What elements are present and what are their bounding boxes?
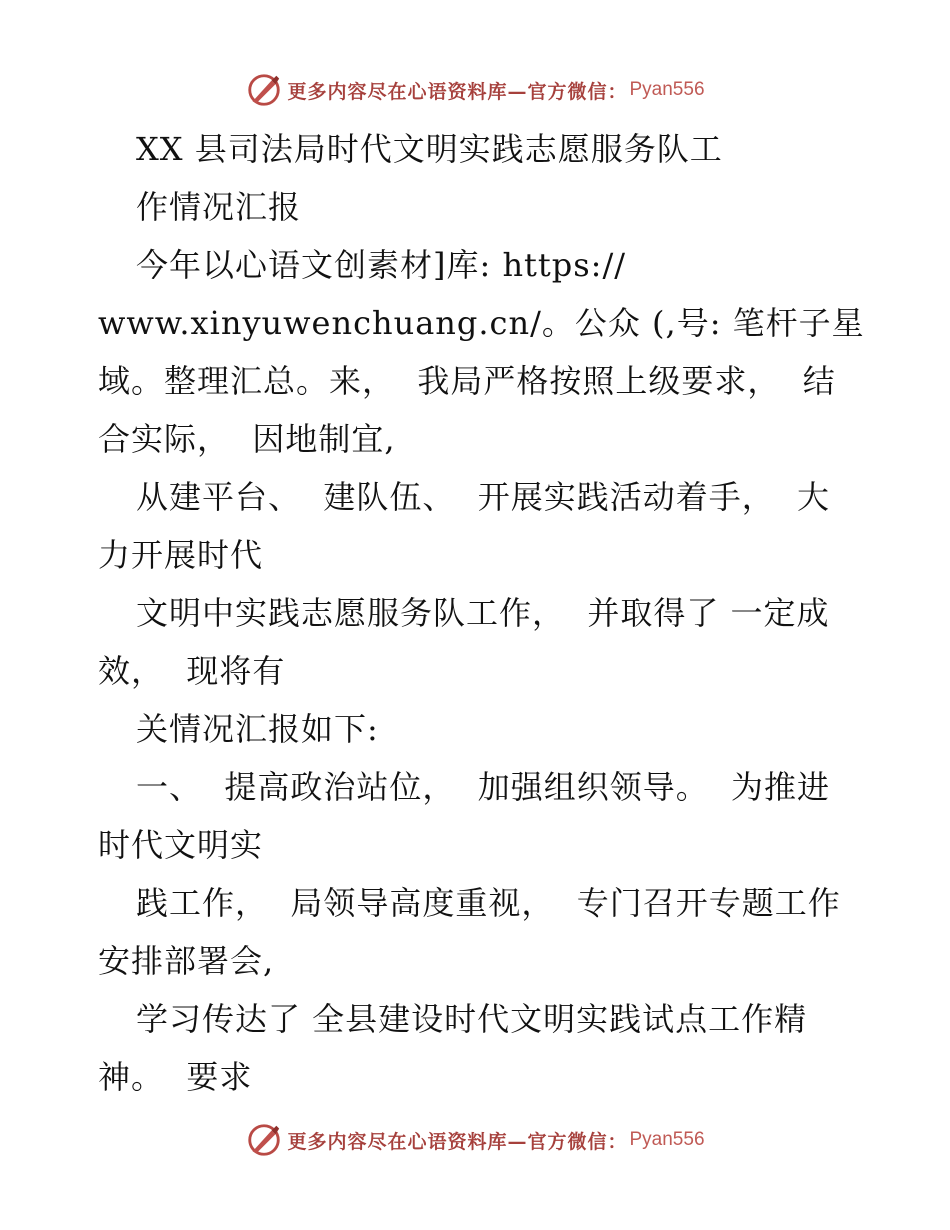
text-line: 效， 现将有 xyxy=(98,652,286,690)
watermark-text: 更多内容尽在心语资料库—官方微信： xyxy=(287,80,628,103)
text-line: 一、 提高政治站位， 加强组织领导。 为推进 xyxy=(136,768,831,806)
text-line: 时代文明实 xyxy=(98,826,264,864)
text-line: 神。 要求 xyxy=(98,1058,253,1096)
pen-logo-icon xyxy=(245,71,283,109)
text-line: 践工作， 局领导高度重视， 专门召开专题工作 xyxy=(136,884,841,922)
text-line: 文明中实践志愿服务队工作， 并取得了 一定成 xyxy=(136,594,830,632)
pen-logo-icon xyxy=(245,1121,283,1159)
text-line: 从建平台、 建队伍、 开展实践活动着手， 大 xyxy=(136,478,831,516)
watermark-wechat-id: Pyan556 xyxy=(629,1129,705,1150)
watermark-wechat-id: Pyan556 xyxy=(629,79,705,100)
watermark-text: 更多内容尽在心语资料库—官方微信： xyxy=(287,1130,628,1153)
footer-watermark-banner xyxy=(0,1120,950,1160)
text-line: 今年以心语文创素材]库: https:// xyxy=(136,246,627,284)
text-line: 力开展时代 xyxy=(98,536,264,574)
text-line: 关情况汇报如下: xyxy=(136,710,379,748)
text-line: 域。整理汇总。来， 我局严格按照上级要求， 结 xyxy=(98,362,836,400)
text-line: 合实际， 因地制宜, xyxy=(98,420,396,458)
text-line: www.xinyuwenchuang.cn/。公众 (,号: 笔杆子星 xyxy=(98,304,865,342)
text-line: 安排部署会, xyxy=(98,942,275,980)
text-line: XX 县司法局时代文明实践志愿服务队工 xyxy=(136,130,723,168)
text-line: 学习传达了 全县建设时代文明实践试点工作精 xyxy=(136,1000,808,1038)
header-watermark-banner xyxy=(0,70,950,110)
document-body xyxy=(98,120,865,1106)
text-line: 作情况汇报 xyxy=(136,188,302,226)
